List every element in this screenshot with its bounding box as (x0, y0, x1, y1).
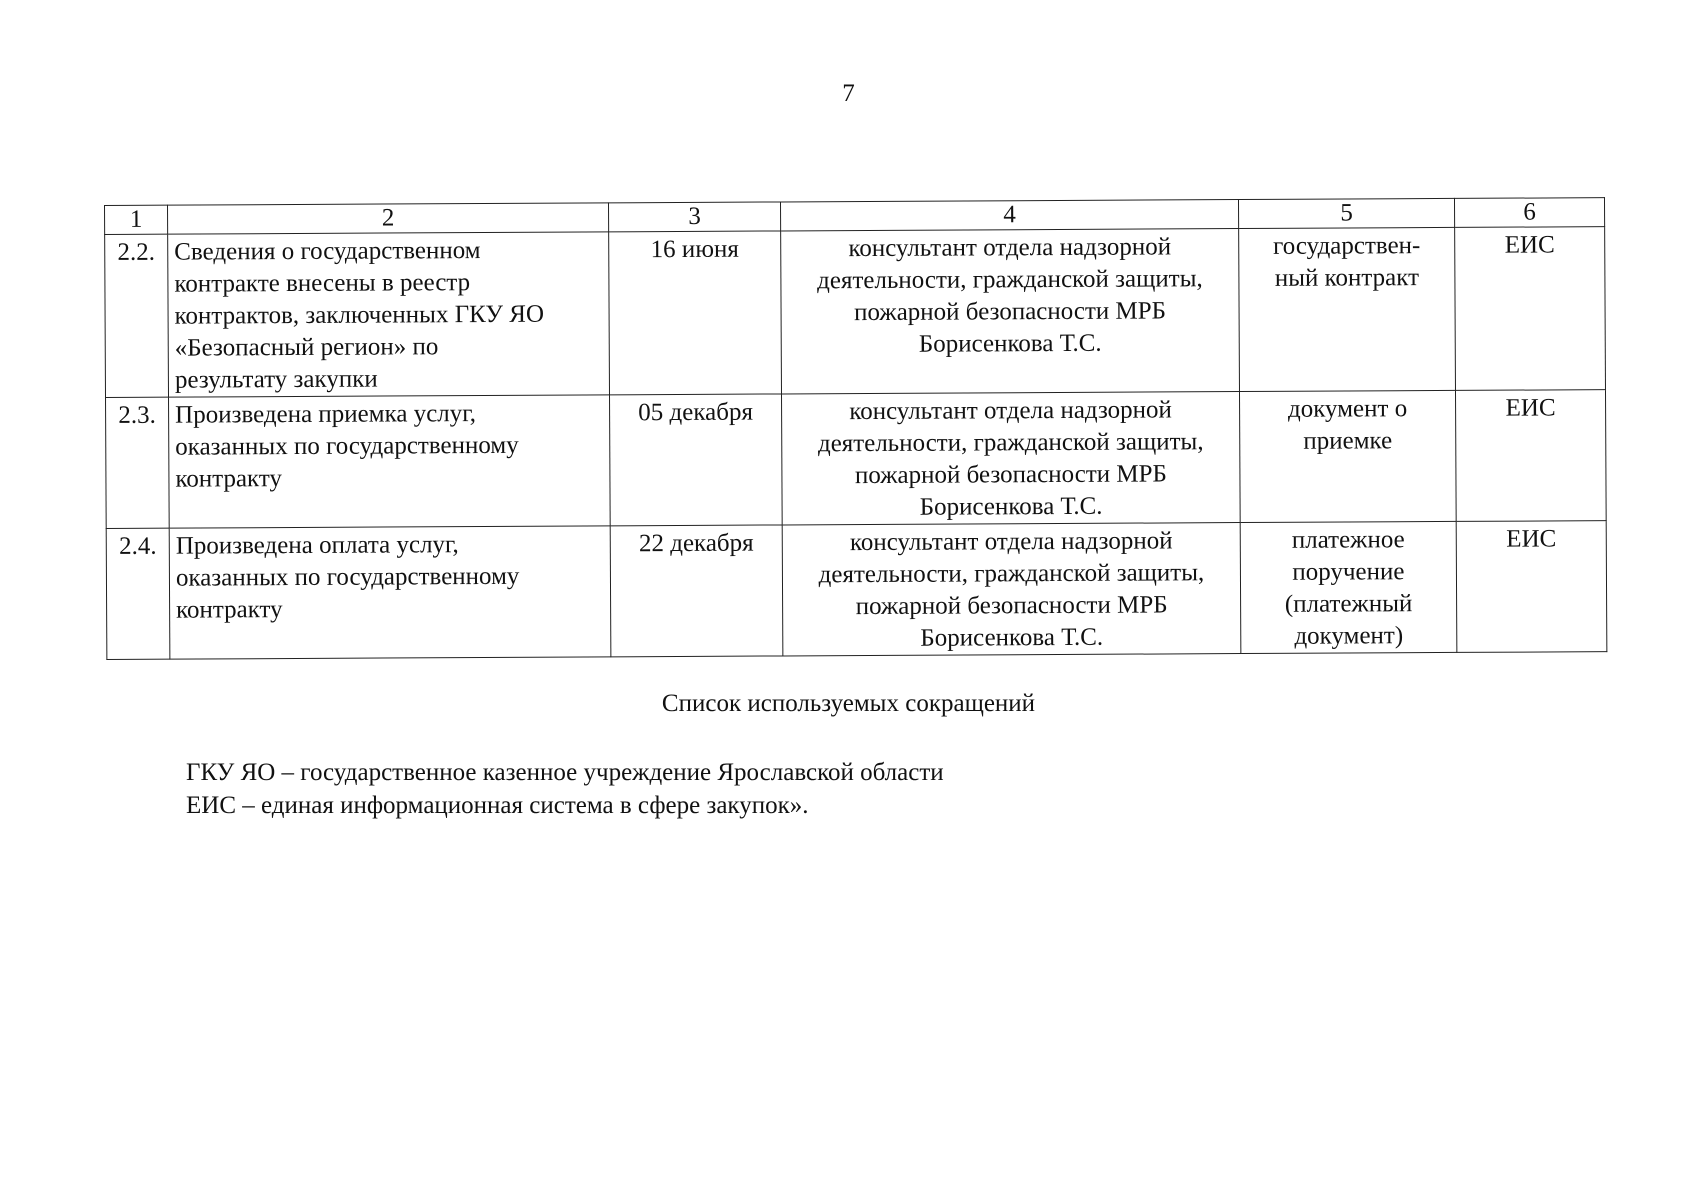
responsible-cell (781, 229, 1240, 394)
responsible-line: консультант отдела надзорной (849, 396, 1172, 426)
table-row (106, 390, 1607, 529)
responsible-line: деятельности, гражданской защиты, (817, 265, 1203, 295)
description-line: «Безопасный регион» по (174, 333, 439, 362)
document-cell (1240, 521, 1457, 653)
responsible-line: деятельности, гражданской защиты, (817, 428, 1204, 458)
document-line: поручение (1292, 558, 1405, 586)
description-line: результату закупки (174, 365, 378, 394)
responsible-cell (781, 392, 1240, 525)
date-cell: 05 декабря (610, 394, 783, 526)
document-cell (1239, 390, 1456, 522)
responsible-line: пожарной безопасности МРБ (854, 460, 1167, 490)
responsible-line: деятельности, гражданской защиты, (818, 559, 1205, 589)
responsible-line: пожарной безопасности МРБ (855, 591, 1168, 621)
page-number: 7 (842, 80, 855, 107)
header-cell: 5 (1238, 198, 1454, 228)
description-line: Сведения о государственном (174, 237, 481, 266)
document-line: ный контракт (1274, 264, 1420, 292)
table-container (104, 197, 1606, 660)
description-line: Произведена оплата услуг, (175, 531, 459, 560)
abbreviations-list (186, 756, 944, 822)
source-cell: ЕИС (1455, 227, 1606, 391)
table-row (105, 227, 1606, 398)
abbreviations-title: Список используемых сокращений (661, 690, 1036, 717)
row-number-cell: 2.4. (106, 528, 170, 659)
responsible-line: консультант отдела надзорной (849, 527, 1173, 557)
responsible-cell (782, 523, 1241, 656)
document-line: приемке (1303, 427, 1393, 455)
description-line: Произведена приемка услуг, (175, 400, 476, 429)
description-cell (169, 395, 611, 528)
abbreviation-item: ЕИС – единая информационная система в сфере закупок». (186, 792, 809, 819)
row-number-cell: 2.3. (106, 397, 170, 528)
document-line: (платежный (1284, 590, 1413, 618)
source-cell: ЕИС (1455, 390, 1606, 522)
description-line: оказанных по государственному (175, 562, 520, 592)
description-line: оказанных по государственному (175, 431, 519, 461)
document-line: документ о (1287, 395, 1408, 423)
description-cell (168, 232, 610, 397)
description-line: контракте внесены в реестр (174, 269, 471, 298)
responsible-line: Борисенкова Т.С. (919, 492, 1103, 521)
header-cell: 6 (1454, 198, 1604, 228)
description-cell (169, 526, 611, 659)
description-line: контракту (176, 596, 283, 624)
header-cell: 1 (105, 205, 168, 234)
document-line: государствен- (1273, 232, 1421, 260)
responsible-line: Борисенкова Т.С. (920, 623, 1104, 652)
header-cell: 2 (168, 203, 609, 234)
description-line: контрактов, заключенных ГКУ ЯО (174, 300, 545, 330)
source-cell: ЕИС (1456, 521, 1607, 653)
document-line: платежное (1291, 526, 1405, 554)
document-cell (1239, 227, 1456, 391)
responsible-line: пожарной безопасности МРБ (854, 297, 1167, 327)
row-number-cell: 2.2. (105, 234, 169, 397)
date-cell: 16 июня (609, 231, 782, 395)
document-line: документ) (1294, 622, 1404, 650)
header-cell: 4 (780, 200, 1238, 231)
description-line: контракту (175, 465, 283, 493)
header-cell: 3 (608, 202, 780, 232)
date-cell: 22 декабря (610, 525, 783, 657)
responsible-line: консультант отдела надзорной (848, 233, 1172, 263)
procurement-table (104, 197, 1607, 660)
responsible-line: Борисенкова Т.С. (918, 329, 1102, 358)
abbreviation-item: ГКУ ЯО – государственное казенное учреждение Ярославской области (186, 759, 944, 786)
table-row (106, 521, 1607, 660)
